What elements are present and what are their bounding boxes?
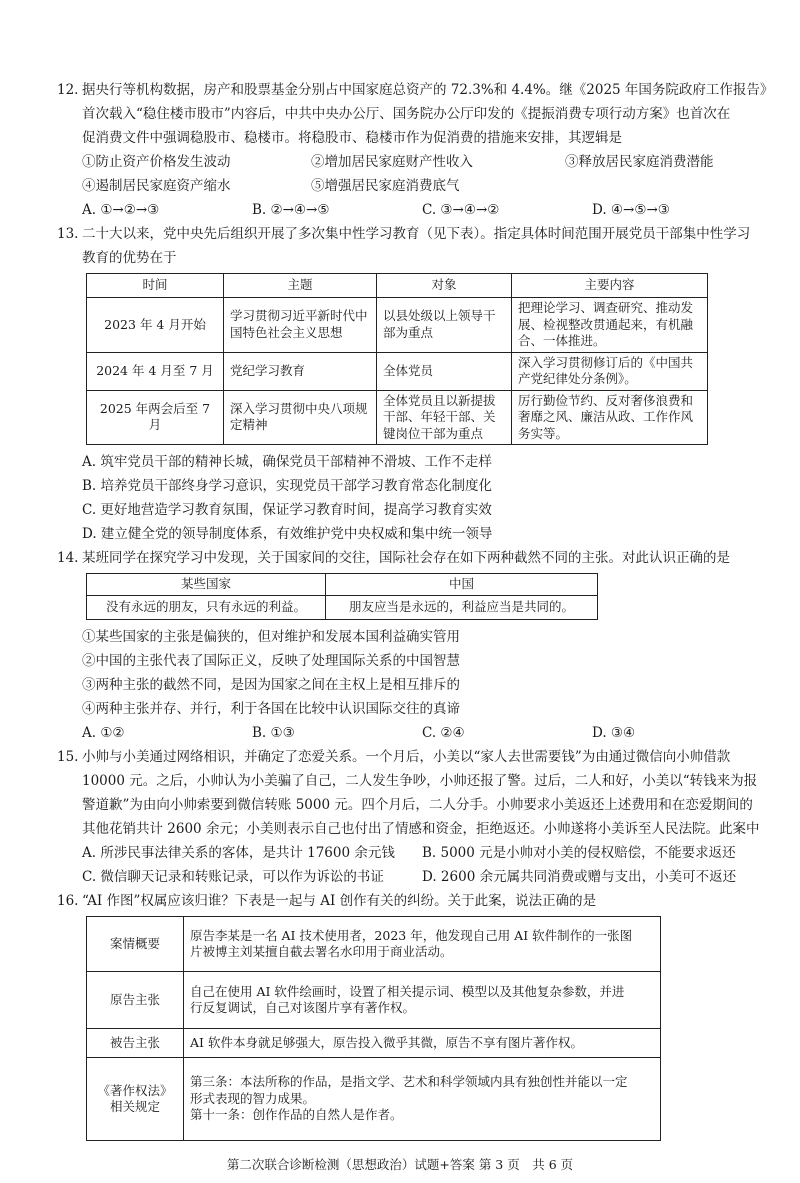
option-a[interactable]: A. ①② [82,725,125,741]
statement-item: ④遏制居民家庭资产缩水 [82,178,231,194]
table-cell: 2024 年 4 月至 7 月 [87,352,224,390]
question-stem-line: 促消费文件中强调稳股市、稳楼市。将稳股市、稳楼市作为促消费的措施来安排，其逻辑是 [82,130,622,146]
option-a[interactable]: A. ①→②→③ [82,202,160,218]
table-cell [184,1058,661,1141]
statement-row [57,150,800,174]
question-stem-line: 其他花销共计 2600 余元；小美则表示自己也付出了情感和资金，拒绝返还。小帅遂将小美诉至人民法院。此案中 [82,821,760,837]
statement-item: ③释放居民家庭消费潜能 [565,154,714,170]
table-header: 某些国家 [87,574,326,596]
cell-line: 原告李某是一名 AI 技术使用者，2023 年，他发现自己用 AI 软件制作的一张图 [190,927,633,943]
ai-case-table [86,916,661,1141]
table-header: 对象 [377,274,512,298]
row-label: 案情概要 [87,917,184,972]
table-cell [184,972,661,1029]
cell-line: 行反复调试，自己对该图片享有著作权。 [190,1000,416,1015]
cell-line: 自己在使用 AI 软件绘画时，设置了相关提示词、模型以及其他复杂参数，并进 [190,983,625,999]
table-cell [184,917,661,972]
option-c[interactable]: C. 更好地营造学习教育氛围，保证学习教育时间，提高学习教育实效 [82,502,492,518]
table-cell: 没有永远的朋友，只有永远的利益。 [87,596,326,620]
options-row [57,865,800,889]
table-cell: 朋友应当是永远的，利益应当是共同的。 [326,596,598,620]
table-row [87,972,661,1029]
table-cell: 深入学习贯彻修订后的《中国共产党纪律处分条例》。 [512,352,708,390]
option-c[interactable]: C. ③→④→② [422,202,500,218]
option-a[interactable]: A. 所涉民事法律关系的客体，是共计 17600 余元钱 [82,845,395,861]
option-b[interactable]: B. ①③ [252,725,295,741]
statement-item: ②增加居民家庭财产性收入 [311,154,473,170]
statement-item: ①某些国家的主张是偏狭的，但对维护和发展本国利益确实管用 [82,629,460,645]
table-cell: 党纪学习教育 [224,352,377,390]
table-row [87,390,708,445]
question-first-line [57,889,800,913]
table-cell: 深入学习贯彻中央八项规定精神 [224,390,377,445]
option-b[interactable]: B. ②→④→⑤ [252,202,330,218]
question-first-line [57,222,800,246]
options-row [57,721,800,745]
question-14 [57,546,800,745]
question-number: 13. [57,226,79,242]
table-cell: 学习贯彻习近平新时代中国特色社会主义思想 [224,298,377,353]
option-d[interactable]: D. 建立健全党的领导制度体系，有效维护党中央权威和集中统一领导 [82,526,493,542]
table-cell: 2025 年两会后至 7 月 [87,390,224,445]
table-cell: 以县处级以上领导干部为重点 [377,298,512,353]
statement-item: ④两种主张并存、并行，利于各国在比较中认识国际交往的真谛 [82,701,460,717]
question-number: 15. [57,749,79,765]
cell-line: AI 软件本身就足够强大，原告投入微乎其微，原告不享有图片著作权。 [190,1034,583,1050]
statement-row [57,174,800,198]
question-first-line [57,745,800,769]
table-cell [184,1029,661,1058]
cell-line: 第三条：本法所称的作品，是指文学、艺术和科学领域内具有独创性并能以一定 [190,1074,628,1090]
option-c[interactable]: C. 微信聊天记录和转账记录，可以作为诉讼的书证 [82,869,384,885]
table-row [87,298,708,353]
table-row [87,352,708,390]
table-cell: 把理论学习、调查研究、推动发展、检视整改贯通起来，有机融合、一体推进。 [512,298,708,353]
question-stem-line: 首次载入“稳住楼市股市”内容后，中共中央办公厅、国务院办公厅印发的《提振消费专项行动方案》也首次在 [82,106,731,122]
study-education-table [86,273,708,445]
question-first-line [57,78,800,102]
question-stem-line: 教育的优势在于 [82,250,177,266]
option-b[interactable]: B. 培养党员干部终身学习意识，实现党员干部学习教育常态化制度化 [82,478,493,494]
question-16 [57,889,800,1141]
question-stem-line: 小帅与小美通过网络相识，并确定了恋爱关系。一个月后，小美以“家人去世需要钱”为由通过微信向小帅借款 [82,749,731,765]
option-a[interactable]: A. 筑牢党员干部的精神长城，确保党员干部精神不滑坡、工作不走样 [82,454,492,470]
table-row [87,596,598,620]
row-label: 被告主张 [87,1029,184,1058]
question-12 [57,78,800,222]
table-cell: 厉行勤俭节约、反对奢侈浪费和奢靡之风、廉洁从政、工作作风务实等。 [512,390,708,445]
option-b[interactable]: B. 5000 元是小帅对小美的侵权赔偿，不能要求返还 [422,845,736,861]
table-cell: 全体党员且以新提拔干部、年轻干部、关键岗位干部为重点 [377,390,512,445]
table-header: 时间 [87,274,224,298]
page-footer: 第二次联合诊断检测（思想政治）试题+答案 第 3 页 共 6 页 [226,1157,574,1172]
option-d[interactable]: D. ③④ [592,725,636,741]
question-number: 16. [57,893,79,909]
table-header: 中国 [326,574,598,596]
options-row [57,198,800,222]
statement-item: ⑤增强居民家庭消费底气 [311,178,460,194]
stance-table [86,573,598,620]
table-header: 主题 [224,274,377,298]
options-row [57,841,800,865]
option-d[interactable]: D. 2600 余元属共同消费或赠与支出，小美可不返还 [422,869,737,885]
table-cell: 2023 年 4 月开始 [87,298,224,353]
option-c[interactable]: C. ②④ [422,725,465,741]
table-row [87,1058,661,1141]
statement-item: ①防止资产价格发生波动 [82,154,231,170]
row-label: 《著作权法》相关规定 [87,1058,184,1141]
option-d[interactable]: D. ④→⑤→③ [592,202,670,218]
question-13 [57,222,800,546]
cell-line: 第十一条：创作作品的自然人是作者。 [190,1107,403,1123]
question-stem-line: 某班同学在探究学习中发现，关于国家间的交往，国际社会存在如下两种截然不同的主张。对此认识正确的是 [82,550,730,566]
table-row [87,1029,661,1058]
statement-item: ②中国的主张代表了国际正义，反映了处理国际关系的中国智慧 [82,653,460,669]
question-stem-line: 10000 元。之后，小帅认为小美骗了自己，二人发生争吵，小帅还报了警。过后，二人和好，小美以“转钱来为报 [82,773,758,789]
cell-line: 形式表现的智力成果。 [190,1090,316,1106]
question-stem-line: “AI 作图”权属应该归谁？下表是一起与 AI 创作有关的纠纷。关于此案，说法正确的是 [82,893,597,909]
question-15 [57,745,800,889]
question-number: 12. [57,82,79,98]
question-first-line [57,546,800,570]
question-stem-line: 警道歉”为由向小帅索要到微信转账 5000 元。四个月后，二人分手。小帅要求小美返还上述费用和在恋爱期间的 [82,797,753,813]
table-cell: 全体党员 [377,352,512,390]
table-header: 主要内容 [512,274,708,298]
question-number: 14. [57,550,79,566]
cell-line: 片被博主刘某擅自截去署名水印用于商业活动。 [190,944,453,959]
table-row [87,917,661,972]
question-stem-line: 二十大以来，党中央先后组织开展了多次集中性学习教育（见下表）。指定具体时间范围开展党员干部集中性学习 [82,226,751,242]
statement-item: ③两种主张的截然不同，是因为国家之间在主权上是相互排斥的 [82,677,460,693]
row-label: 原告主张 [87,972,184,1029]
question-stem-line: 据央行等机构数据，房产和股票基金分别占中国家庭总资产的 72.3%和 4.4%。继《2025 年国务院政府工作报告》 [82,82,774,98]
